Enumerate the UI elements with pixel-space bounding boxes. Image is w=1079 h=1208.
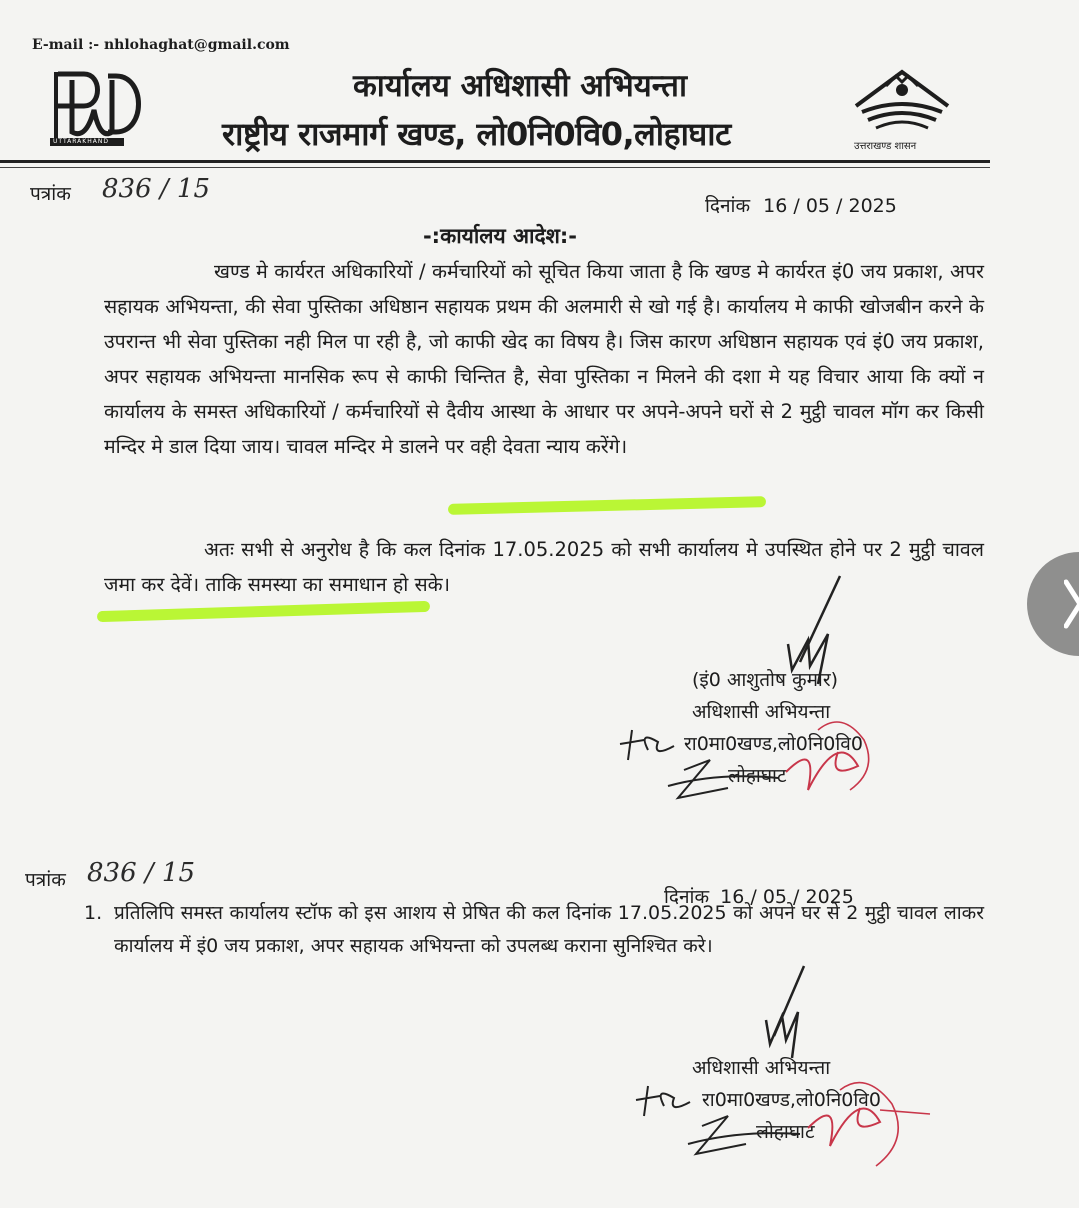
header-rule: [0, 160, 990, 163]
copy-reference-handwritten: 836 / 15: [87, 858, 195, 888]
reference-number: [30, 174, 210, 206]
copy-signature-scribble: [752, 964, 832, 1064]
copy-date-value: 16 / 05 / 2025: [720, 886, 854, 908]
copy-signatory-office: रा0मा0खण्ड,लो0नि0वि0: [702, 1089, 881, 1111]
order-date: [705, 192, 897, 218]
copy-initials-scribble: [630, 1070, 940, 1180]
reference-handwritten: 836 / 15: [102, 174, 210, 204]
initials-scribble: [618, 700, 898, 810]
date-value: 16 / 05 / 2025: [763, 195, 897, 217]
copy-item-text: प्रतिलिपि समस्त कार्यालय स्टॉफ को इस आशय से प्रेषित की कल दिनांक 17.05.2025 को अपने घर से 2 मुट्ठी चावल लाकर कार्यालय में इं0 जय प्रकाश, अपर सहायक अभियन्ता को उपलब्ध कराना सुनिश्चित करे।: [114, 902, 984, 957]
highlight-stroke: [448, 496, 766, 515]
uttarakhand-govt-logo: [848, 66, 956, 152]
signatory-office: रा0मा0खण्ड,लो0नि0वि0: [684, 733, 863, 755]
copy-reference-label: पत्रांक: [25, 869, 66, 891]
reference-label: पत्रांक: [30, 183, 71, 205]
order-paragraph-1: खण्ड मे कार्यरत अधिकारियों / कर्मचारियों को सूचित किया जाता है कि खण्ड मे कार्यरत इं0 जय प्रकाश, अपर सहायक अभियन्ता, की सेवा पुस्तिका अधिष्ठान सहायक प्रथम की अलमारी से खो गई है। कार्यालय मे काफी खोजबीन करने के उपरान्त भी सेवा पुस्तिका नही मिल पा रही है, जो काफी खेद का विषय है। जिस कारण अधिष्ठान सहायक एवं इं0 जय प्रकाश, अपर सहायक अभियन्ता मानसिक रूप से काफी चिन्तित है, सेवा पुस्तिका न मिलने की दशा मे यह विचार आया कि क्यों न कार्यालय के समस्त अधिकारियों / कर्मचारियों से दैवीय आस्था के आधार पर अपने-अपने घरों से 2 मुट्ठी चावल मॉग कर किसी मन्दिर मे डाल दिया जाय। चावल मन्दिर मे डालने पर वही देवता न्याय करेंगे।: [104, 260, 984, 458]
order-paragraph-2: अतः सभी से अनुरोध है कि कल दिनांक 17.05.2025 को सभी कार्यालय मे उपस्थित होने पर 2 मुट्ठी चावल जमा कर देवें। ताकि समस्या का समाधान हो सके।: [104, 538, 984, 596]
office-subheading: राष्ट्रीय राजमार्ग खण्ड, लो0नि0वि0,लोहाघाट: [222, 115, 731, 153]
copy-signatory-place: लोहाघाट: [756, 1121, 815, 1143]
pwd-logo-caption: UTTARAKHAND: [53, 138, 109, 145]
highlight-stroke: [97, 601, 430, 622]
signatory-place: लोहाघाट: [728, 765, 787, 787]
copy-signatory-designation: अधिशासी अभियन्ता: [692, 1057, 831, 1079]
copy-list: [84, 897, 984, 963]
email-address: E-mail :- nhlohaghat@gmail.com: [32, 37, 290, 53]
order-title: -:कार्यालय आदेश:-: [422, 224, 578, 248]
office-heading: कार्यालय अधिशासी अभियन्ता: [352, 68, 688, 104]
copy-reference-number: [25, 858, 195, 892]
chevron-right-icon: [1064, 578, 1079, 630]
signatory-designation: अधिशासी अभियन्ता: [692, 701, 831, 723]
header-rule-thin: [0, 167, 990, 168]
copy-item-number: 1.: [84, 902, 103, 924]
copy-date-label: दिनांक: [664, 886, 710, 908]
govt-logo-caption: उत्तराखण्ड शासन: [854, 141, 917, 152]
signatory-name: (इं0 आशुतोष कुमार): [692, 669, 839, 691]
date-label: दिनांक: [705, 195, 751, 217]
